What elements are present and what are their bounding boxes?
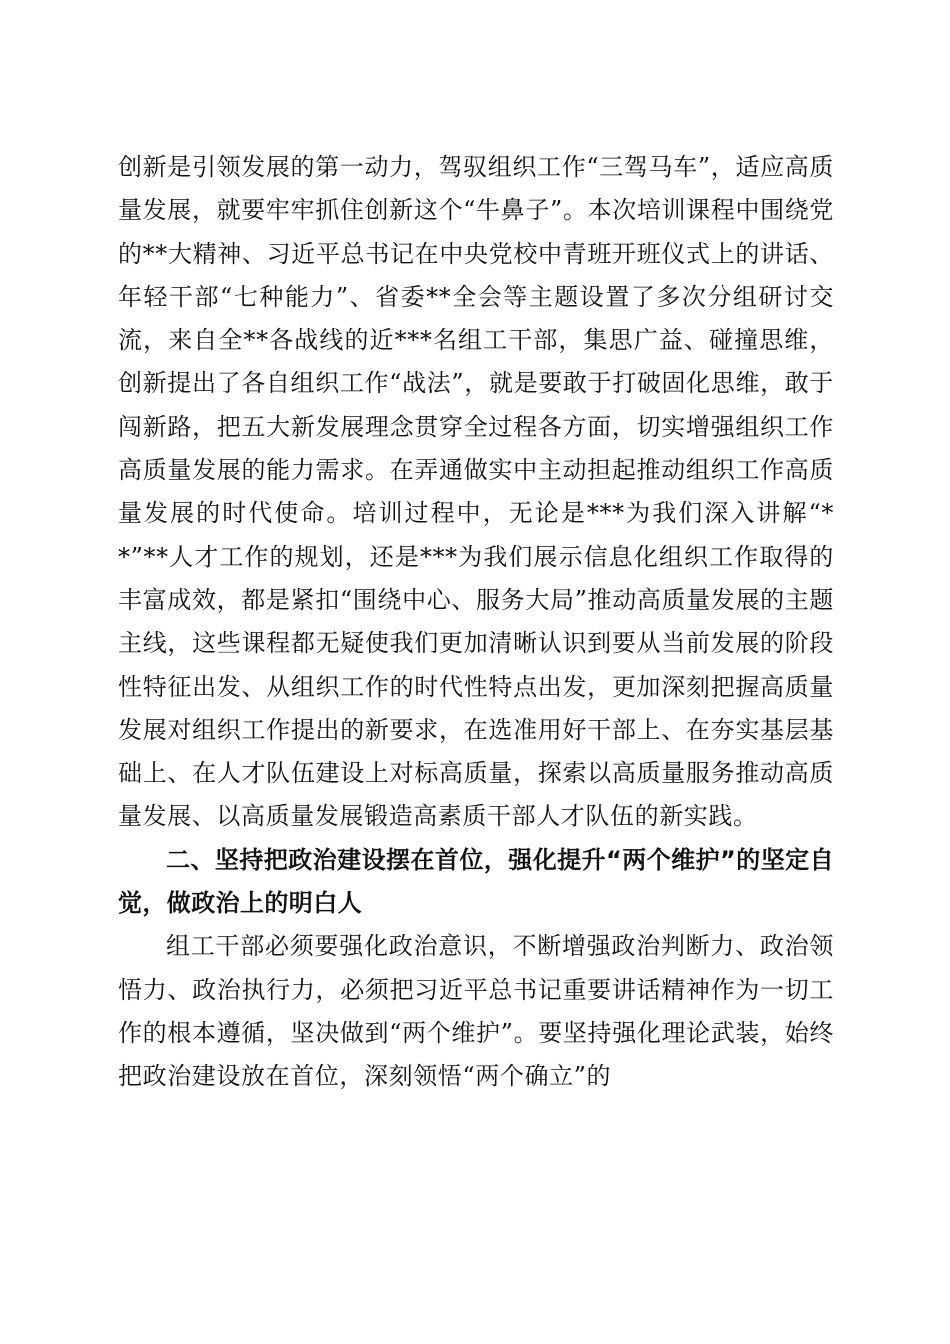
section-heading: 二、坚持把政治建设摆在首位，强化提升“两个维护”的坚定自觉，做政治上的明白人	[118, 845, 834, 918]
body-paragraph: 创新是引领发展的第一动力，驾驭组织工作“三驾马车”，适应高质量发展，就要牢牢抓住创新这个“牛鼻子”。本次培训课程中围绕党的**大精神、习近平总书记在中央党校中青班开班仪式上的讲话、年轻干部“七种能力”、省委**全会等主题设置了多次分组研讨交流，来自全**各战线的近***名组工干部，集思广益、碰撞思维，创新提出了各自组织工作“战法”，就是要敢于打破固化思维，敢于闯新路，把五大新发展理念贯穿全过程各方面，切实增强组织工作高质量发展的能力需求。在弄通做实中主动担起推动组织工作高质量发展的时代使命。培训过程中，无论是***为我们深入讲解“**”**人才工作的规划，还是***为我们展示信息化组织工作取得的丰富成效，都是紧扣“围绕中心、服务大局”推动高质量发展的主题主线，这些课程都无疑使我们更加清晰认识到要从当前发展的阶段性特征出发、从组织工作的时代性特点出发，更加深刻把握高质量发展对组织工作提出的新要求，在选准用好干部上、在夯实基层基础上、在人才队伍建设上对标高质量，探索以高质量服务推动高质量发展、以高质量发展锻造高素质干部人才队伍的新实践。	[118, 153, 834, 831]
body-paragraph: 组工干部必须要强化政治意识，不断增强政治判断力、政治领悟力、政治执行力，必须把习近平总书记重要讲话精神作为一切工作的根本遵循，坚决做到“两个维护”。要坚持强化理论武装，始终把政治建设放在首位，深刻领悟“两个确立”的	[118, 932, 834, 1091]
document-body	[118, 146, 834, 1099]
